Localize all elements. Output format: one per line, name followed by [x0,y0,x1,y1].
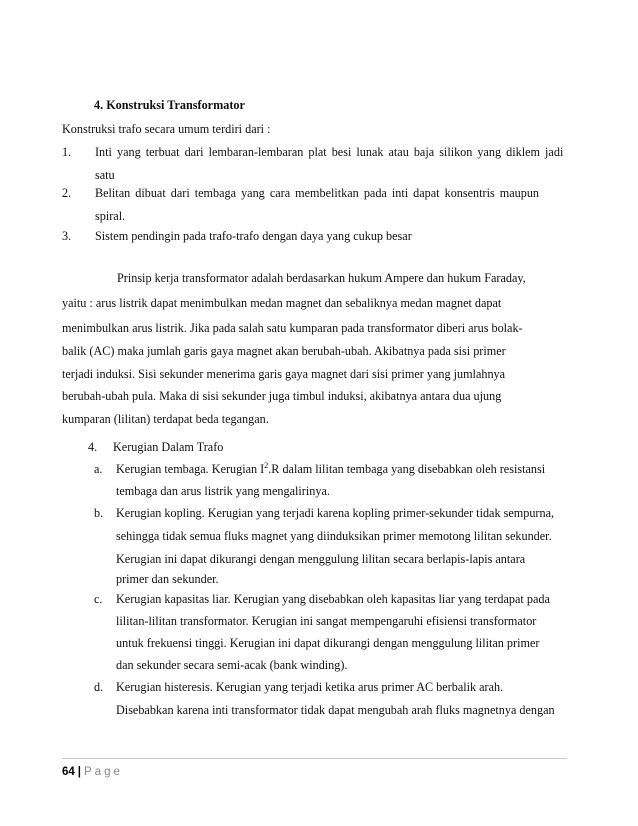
list-item-1-line-1: Inti yang terbuat dari lembaran-lembaran plat besi lunak atau baja silikon yang diklem jadi [95,145,564,159]
section-heading-kerugian: Kerugian Dalam Trafo [113,440,224,454]
list-item-a-line-1: Kerugian tembaga. Kerugian $I^2.R$ dalam lilitan tembaga yang disebabkan oleh resistansi [116,460,546,476]
paragraph-line: balik (AC) maka jumlah garis gaya magnet akan berubah-ubah. Akibatnya pada sisi primer [62,344,506,358]
list-item-c-line-1: Kerugian kapasitas liar. Kerugian yang disebabkan oleh kapasitas liar yang terdapat pada [116,592,550,606]
list-item-c-line-4: dan sekunder secara semi-acak (bank winding). [116,658,348,672]
paragraph-line: terjadi induksi. Sisi sekunder menerima garis gaya magnet dari sisi primer yang jumlahnya [62,367,506,381]
list-number: 2. [62,186,72,200]
list-item-3-line-1: Sistem pendingin pada trafo-trafo dengan daya yang cukup besar [95,229,412,243]
list-letter: b. [94,506,104,520]
footer-divider [62,758,567,759]
list-item-d-line-1: Kerugian histeresis. Kerugian yang terjadi ketika arus primer AC berbalik arah. [116,680,504,694]
footer-separator: | [77,766,82,778]
list-item-2-line-2: spiral. [95,209,126,223]
superscript: 2 [264,460,269,470]
page-footer [62,766,123,778]
list-letter: d. [94,680,104,694]
list-letter: a. [94,462,103,476]
list-item-a-line-2: tembaga dan arus listrik yang mengalirinya. [116,484,330,498]
paragraph-line: kumparan (lilitan) terdapat beda tegangan. [62,412,269,426]
list-letter: c. [94,592,103,606]
paragraph-line: berubah-ubah pula. Maka di sisi sekunder juga timbul induksi, akibatnya antara dua ujung [62,389,502,403]
paragraph-line: yaitu : arus listrik dapat menimbulkan medan magnet dan sebaliknya medan magnet dapat [62,296,502,310]
paragraph-line: Prinsip kerja transformator adalah berdasarkan hukum Ampere dan hukum Faraday, [117,271,526,285]
paragraph-line: menimbulkan arus listrik. Jika pada salah satu kumparan pada transformator diberi arus bolak- [62,321,523,335]
list-item-c-line-2: lilitan-lilitan transformator. Kerugian ini sangat mempengaruhi efisiensi transformator [116,614,537,628]
list-item-b-line-2: sehingga tidak semua fluks magnet yang diinduksikan primer memotong lilitan sekunder. [116,529,552,543]
page-label: Page [84,766,123,778]
list-item-2-line-1: Belitan dibuat dari tembaga yang cara membelitkan pada inti dapat konsentris maupun [95,186,540,200]
list-number: 3. [62,229,72,243]
list-item-d-line-2: Disebabkan karena inti transformator tidak dapat mengubah arah fluks magnetnya dengan [116,703,555,717]
list-item-1-line-2: satu [95,168,115,182]
list-item-b-line-3: Kerugian ini dapat dikurangi dengan menggulung lilitan secara berlapis-lapis antara [116,552,526,566]
section-number: 4. [88,440,98,454]
list-item-b-line-4: primer dan sekunder. [116,572,219,586]
list-item-b-line-1: Kerugian kopling. Kerugian yang terjadi karena kopling primer-sekunder tidak sempurna, [116,506,555,520]
list-number: 1. [62,145,72,159]
list-item-c-line-3: untuk frekuensi tinggi. Kerugian ini dapat dikurangi dengan menggulung lilitan primer [116,636,540,650]
section-heading-konstruksi: 4. Konstruksi Transformator [94,98,245,112]
page-number: 64 [62,766,75,778]
section-intro: Konstruksi trafo secara umum terdiri dari : [62,122,271,136]
